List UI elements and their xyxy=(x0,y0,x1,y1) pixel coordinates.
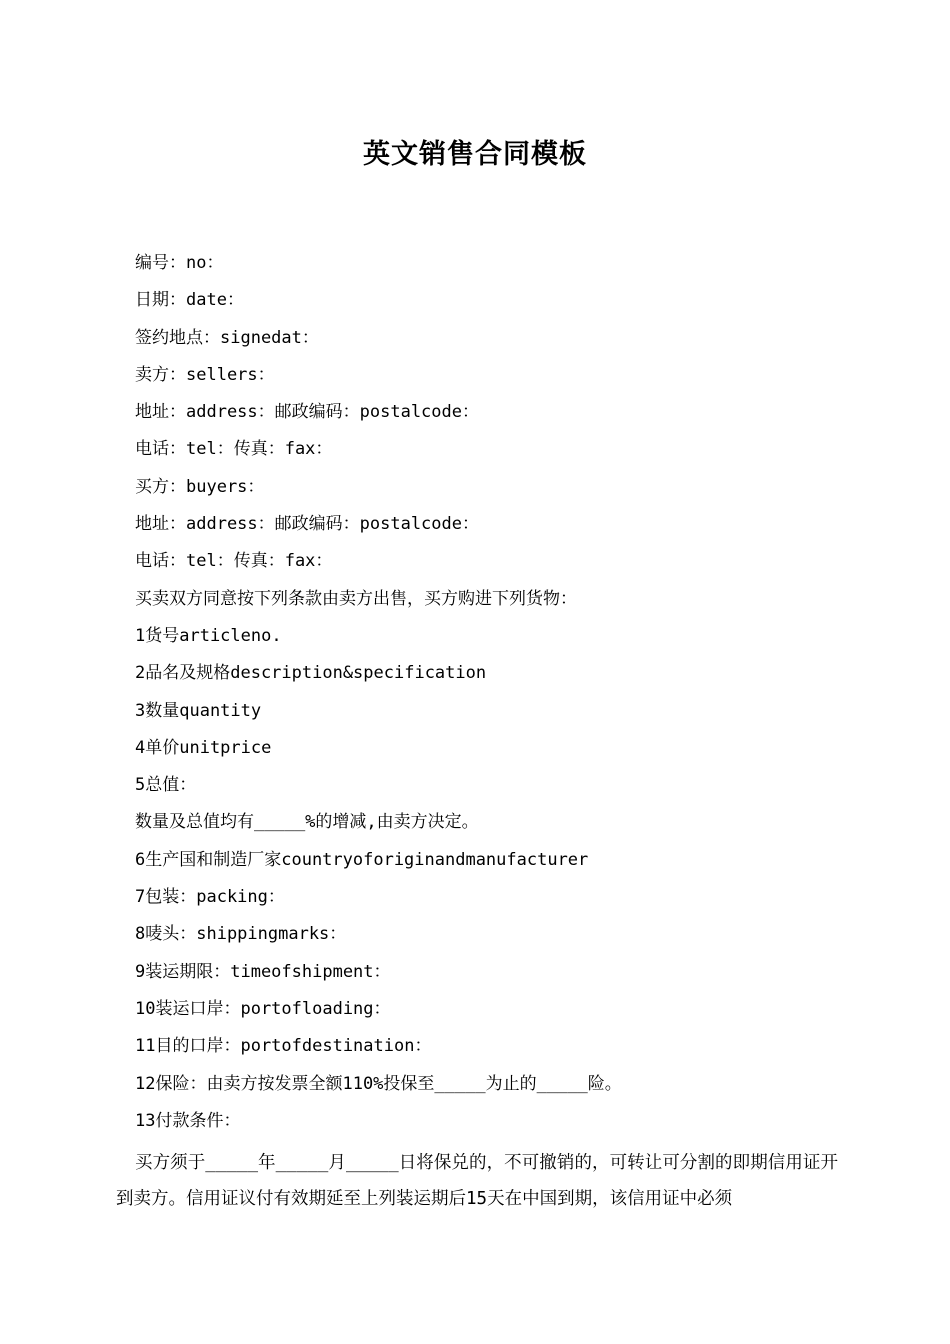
clause-packing: 7包装：packing： xyxy=(135,887,285,908)
clause-quantity: 3数量quantity xyxy=(135,700,262,721)
field-seller-tel-fax: 电话：tel：传真：fax： xyxy=(135,439,333,460)
field-seller-address: 地址：address：邮政编码：postalcode： xyxy=(135,402,479,423)
agreement-statement: 买卖双方同意按下列条款由卖方出售，买方购进下列货物： xyxy=(135,588,577,609)
field-contract-no: 编号：no： xyxy=(135,253,224,273)
field-sellers: 卖方：sellers： xyxy=(135,364,275,385)
clause-unit-price: 4单价unitprice xyxy=(135,737,272,758)
clause-port-of-destination: 11目的口岸：portofdestination： xyxy=(135,1036,432,1057)
document-title: 英文销售合同模板 xyxy=(363,139,587,170)
clause-origin-manufacturer: 6生产国和制造厂家countryoforiginandmanufacturer xyxy=(135,849,589,870)
clause-article-no: 1货号articleno. xyxy=(135,625,282,646)
clause-time-of-shipment: 9装运期限：timeofshipment： xyxy=(135,961,391,982)
payment-terms-paragraph: 买方须于_____年_____月_____日将保兑的，不可撤销的，可转让可分割的即期信用证开到卖方。信用证议付有效期延至上列装运期后15天在中国到期，该信用证中必须 xyxy=(116,1153,838,1209)
clause-insurance: 12保险：由卖方按发票全额110%投保至_____为止的_____险。 xyxy=(135,1073,622,1094)
field-buyer-address: 地址：address：邮政编码：postalcode： xyxy=(135,514,479,535)
field-buyer-tel-fax: 电话：tel：传真：fax： xyxy=(135,551,333,572)
clause-port-of-loading: 10装运口岸：portofloading： xyxy=(135,998,391,1019)
field-date: 日期：date： xyxy=(135,290,244,311)
clause-payment-terms: 13付款条件： xyxy=(135,1110,241,1131)
contract-fields xyxy=(135,250,855,1145)
field-buyers: 买方：buyers： xyxy=(135,476,265,497)
clause-shipping-marks: 8唛头：shippingmarks： xyxy=(135,924,347,945)
clause-total-value: 5总值： xyxy=(135,775,197,796)
clause-description: 2品名及规格description&specification xyxy=(135,663,487,684)
field-signed-at: 签约地点：signedat： xyxy=(135,327,319,348)
clause-tolerance: 数量及总值均有_____%的增减,由卖方决定。 xyxy=(135,812,479,833)
